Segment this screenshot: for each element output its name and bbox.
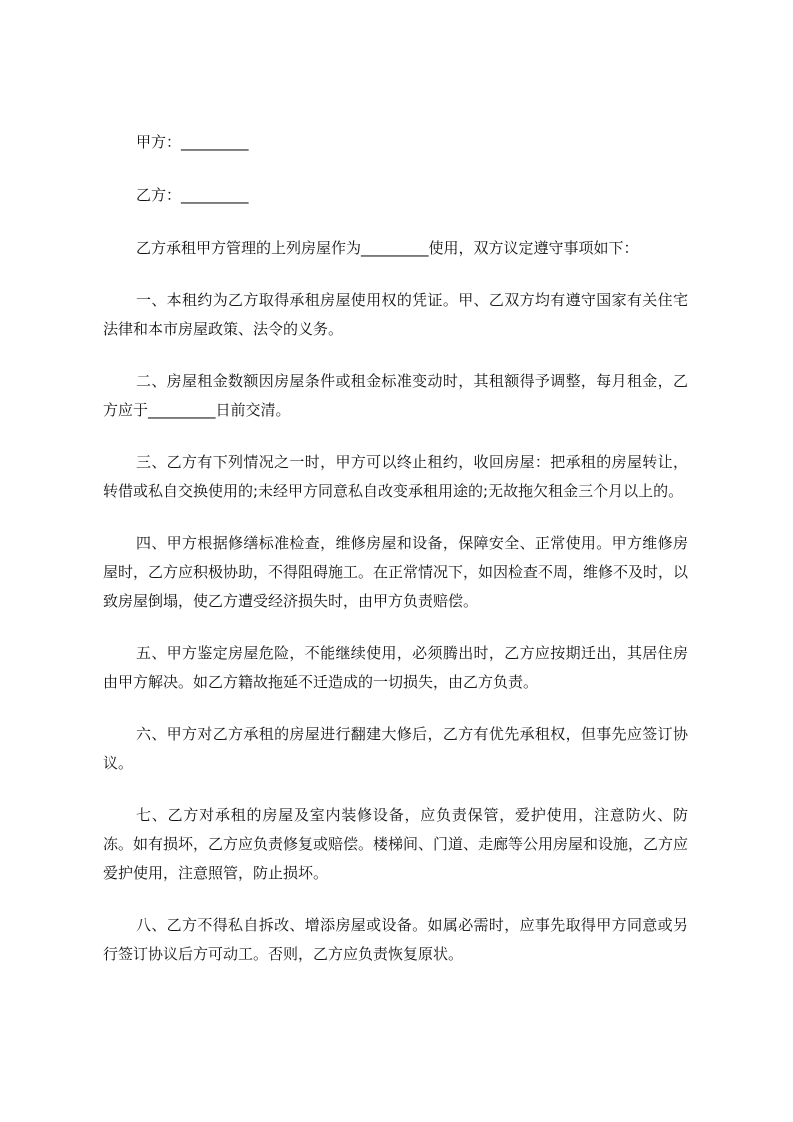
clause-5: 五、甲方鉴定房屋危险，不能继续使用，必须腾出时，乙方应按期迁出，其居住房由甲方解决。如乙方籍故拖延不迁造成的一切损失，由乙方负责。	[103, 644, 688, 691]
clause-4: 四、甲方根据修缮标准检查，维修房屋和设备，保障安全、正常使用。甲方维修房屋时，乙方应积极协助，不得阻碍施工。在正常情况下，如因检查不周，维修不及时，以致房屋倒塌，使乙方遭受经济损失时，由甲方负责赔偿。	[103, 534, 689, 610]
clause-7: 七、乙方对承租的房屋及室内装修设备，应负责保管，爱护使用，注意防火、防冻。如有损坏，乙方应负责修复或赔偿。楼梯间、门道、走廊等公用房屋和设施，乙方应爱护使用，注意照管，防止损坏。	[103, 806, 689, 882]
clause-6: 六、甲方对乙方承租的房屋进行翻建大修后，乙方有优先承租权，但事先应签订协议。	[103, 725, 688, 772]
document-body	[103, 128, 688, 969]
party-a-line: 甲方：_________	[136, 133, 249, 151]
party-b-line: 乙方：_________	[136, 186, 249, 204]
clause-2: 二、房屋租金数额因房屋条件或租金标准变动时，其租额得予调整，每月租金，乙方应于_________日前交清。	[103, 372, 688, 419]
clause-8: 八、乙方不得私自拆改、增添房屋或设备。如属必需时，应事先取得甲方同意或另行签订协议后方可动工。否则，乙方应负责恢复原状。	[103, 916, 688, 963]
intro-paragraph: 乙方承租甲方管理的上列房屋作为_________使用，双方议定遵守事项如下：	[136, 239, 639, 257]
clause-1: 一、本租约为乙方取得承租房屋使用权的凭证。甲、乙双方均有遵守国家有关住宅法律和本市房屋政策、法令的义务。	[103, 291, 688, 338]
clause-3: 三、乙方有下列情况之一时，甲方可以终止租约，收回房屋：把承租的房屋转让，转借或私自交换使用的;未经甲方同意私自改变承租用途的;无故拖欠租金三个月以上的。	[103, 453, 688, 500]
